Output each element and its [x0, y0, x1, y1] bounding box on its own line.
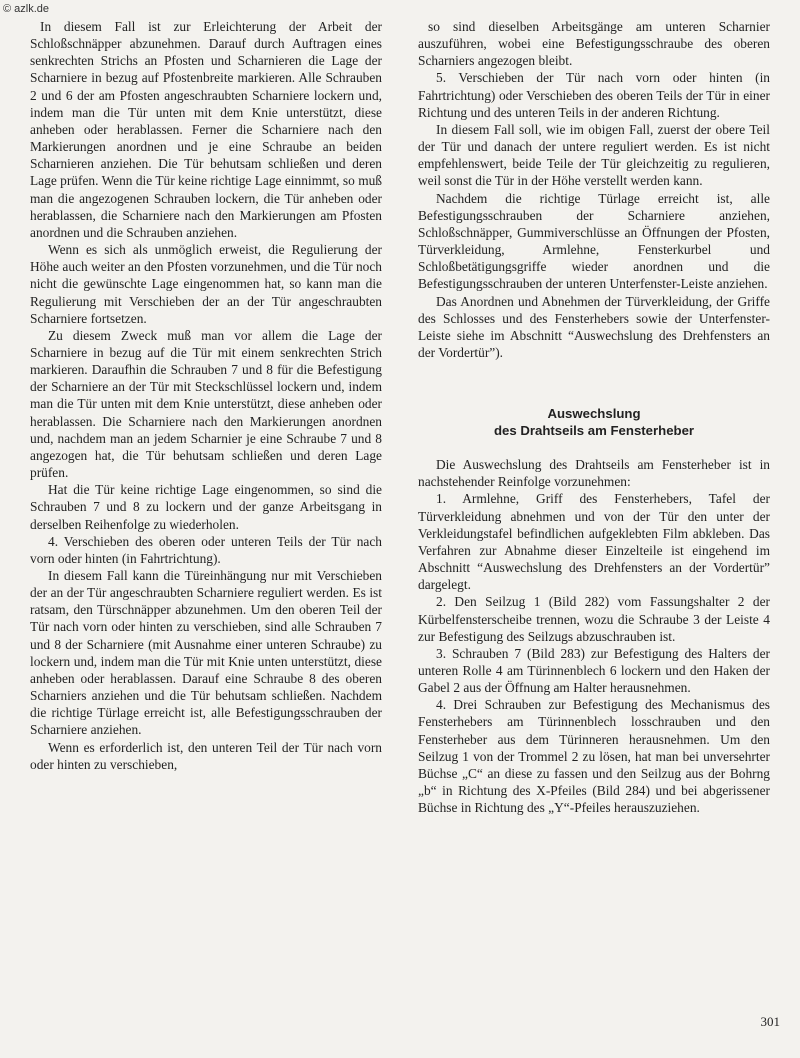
- paragraph: Wenn es sich als unmöglich erweist, die Regulierung der Höhe auch weiter an den Pfosten vorzunehmen, und die Tür noch nicht die gewünschte Lage eingenommen hat, so kann man die Regulierung mit Verschieben der an der Tür angeschraubten Scharniere fortsetzen.: [30, 242, 382, 326]
- paragraph: 1. Armlehne, Griff des Fensterhebers, Tafel der Türverkleidung abnehmen und von der Tür den unter der Verkleidungstafel befindlichen aufgeklebten Film abkleben. Das Verfahren zur Abnahme dieser Einzelteile ist eingehend im Abschnitt “Auswechslung des Drehfensters an der Vordertür” dargelegt.: [418, 491, 770, 593]
- paragraph: so sind dieselben Arbeitsgänge am unteren Scharnier auszuführen, wobei eine Befestigungsschraube des oberen Scharniers angezogen bleibt.: [418, 19, 770, 69]
- page-number: 301: [760, 1014, 780, 1029]
- paragraph: Hat die Tür keine richtige Lage eingenommen, so sind die Schrauben 7 und 8 zu lockern und der ganze Arbeitsgang in derselben Reihenfolge zu wiederholen.: [30, 482, 382, 532]
- paragraph: Zu diesem Zweck muß man vor allem die Lage der Scharniere in bezug auf die Tür mit einem senkrechten Strich markieren. Daraufhin die Schrauben 7 und 8 für die Befestigung der Scharniere an der Tür mit Steckschlüssel lockern und, indem man die Tür unten mit dem Knie unterstützt, diese anheben oder herablassen. Die Scharniere nach den Markierungen anordnen und, nachdem man an jedem Scharnier je eine Schraube 7 und 8 angezogen hat, die Tür behutsam schließen und deren Lage prüfen.: [30, 327, 382, 481]
- paragraph: Die Auswechslung des Drahtseils am Fensterheber ist in nachstehender Reinfolge vorzunehmen:: [418, 457, 770, 490]
- watermark: © azlk.de: [3, 3, 50, 15]
- paragraph: 4. Drei Schrauben zur Befestigung des Mechanismus des Fensterhebers am Türinnenblech losschrauben und den Fensterheber aus dem Türinneren herausnehmen. Um den Seilzug 1 von der Trommel 2 zu lösen, hat man bei unversehrter Büchse „C“ an diese zu fassen und den Seilzug aus der Bohrng „b“ in Richtung des X-Pfeiles (Bild 284) und bei abgerissener Büchse in Richtung des „Y“-Pfeiles herauszuziehen.: [418, 697, 770, 816]
- paragraph: Wenn es erforderlich ist, den unteren Teil der Tür nach vorn oder hinten zu verschieben,: [30, 739, 382, 772]
- paragraph: 5. Verschieben der Tür nach vorn oder hinten (in Fahrtrichtung) oder Verschieben des oberen Teils der Tür in einer Richtung und des unteren Teils in der anderen Richtung.: [418, 70, 770, 120]
- paragraph: 2. Den Seilzug 1 (Bild 282) vom Fassungshalter 2 der Kürbelfensterscheibe trennen, wozu die Schraube 3 der Leiste 4 zur Befestigung des Seilzugs abzuschrauben ist.: [418, 594, 770, 644]
- section-heading-line1: Auswechslung: [547, 406, 641, 422]
- right-column: [418, 18, 770, 816]
- paragraph: In diesem Fall soll, wie im obigen Fall, zuerst der obere Teil der Tür und danach der untere reguliert werden. Es ist nicht empfehlenswert, beide Teile der Tür gleichzeitig zu regulieren, weil sonst die Tür in der Höhe verstellt werden kann.: [418, 121, 770, 189]
- section-heading: [418, 405, 770, 439]
- section-heading-line2: des Drahtseils am Fensterheber: [493, 423, 695, 439]
- paragraph: In diesem Fall kann die Türeinhängung nur mit Verschieben der an der Tür angeschraubten Scharniere reguliert werden. Es ist ratsam, den Türschnäpper abzunehmen. Um den oberen Teil der Tür nach vorn oder hinten zu verschieben, sind alle Schrauben 7 und 8 der Scharniere (mit Ausnahme einer unteren Schraube) zu lockern und, indem man die Tür mit Knie unten unterstützt, diese anheben oder herablassen. Darauf eine Schraube 8 des oberen Scharniers anziehen und die Tür behutsam schließen. Nachdem die richtige Türlage erreicht ist, alle Befestigungsschrauben der Scharniere anziehen.: [30, 568, 382, 738]
- left-column: [30, 18, 382, 773]
- paragraph: Das Anordnen und Abnehmen der Türverkleidung, der Griffe des Schlosses und des Fensterhebers sowie der Unterfenster-Leiste siehe im Abschnitt “Auswechslung des Drehfensters an der Vordertür”).: [418, 293, 770, 360]
- paragraph: Nachdem die richtige Türlage erreicht ist, alle Befestigungsschrauben der Scharniere anziehen, Schloßschnäpper, Gummiverschlüsse an Öffnungen der Pfosten, Türverkleidung, Armlehne, Fensterkurbel und Schloßbetätigungsgriffe wieder anordnen und die Befestigungsschrauben der unteren Unterfenster-Leiste anziehen.: [418, 190, 770, 292]
- paragraph: 4. Verschieben des oberen oder unteren Teils der Tür nach vorn oder hinten (in Fahrtrichtung).: [30, 533, 382, 566]
- paragraph: 3. Schrauben 7 (Bild 283) zur Befestigung des Halters der unteren Rolle 4 am Türinnenblech 6 lockern und den Haken der Gabel 2 aus der Öffnung am Halter herausnehmen.: [418, 645, 770, 696]
- paragraph: In diesem Fall ist zur Erleichterung der Arbeit der Schloßschnäpper abzunehmen. Darauf durch Auftragen eines senkrechten Strichs an Pfosten und Scharnieren die Lage der Scharniere in bezug auf Pfostenbreite markieren. Alle Schrauben 2 und 6 der am Pfosten angeschraubten Scharniere lockern und, indem man die Tür unten mit dem Knie unterstützt, diese anheben oder herablassen. Ferner die Scharniere nach den Markierungen anordnen und je eine Schraube an beiden Scharnieren anziehen. Die Tür behutsam schließen und deren Lage prüfen. Wenn die Tür keine richtige Lage einnimmt, so muß man die angezogenen Schrauben lockern, die Tür anheben oder herablassen, die Scharniere nach den Markierungen am Pfosten anordnen und die Schrauben anziehen.: [30, 19, 382, 240]
